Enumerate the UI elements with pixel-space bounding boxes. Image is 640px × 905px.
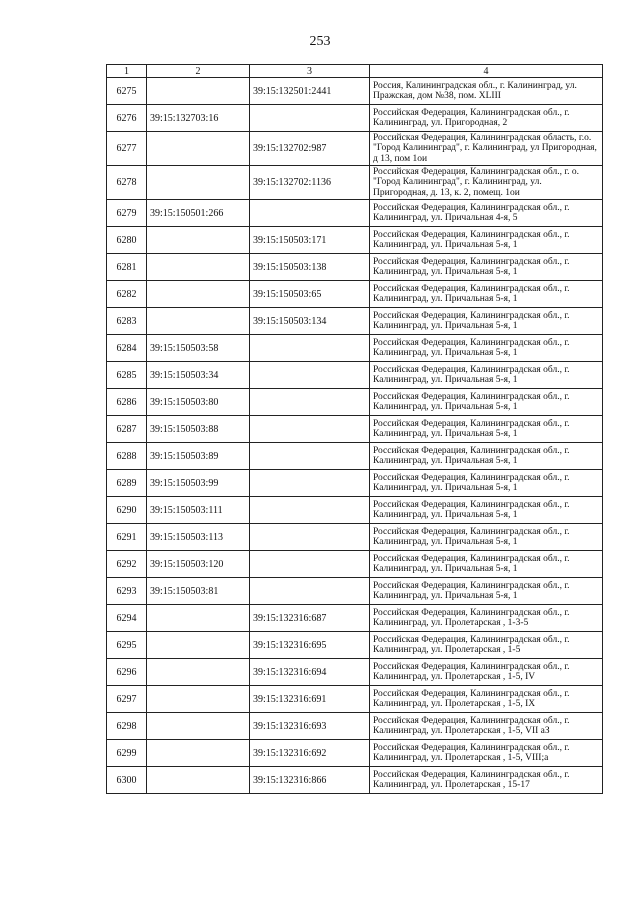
land-cadastral-number-cell: 39:15:150503:111 (147, 497, 250, 524)
address-cell: Российская Федерация, Калининградская обл., г. Калининград, ул. Пролетарская , 1-3-5 (370, 605, 603, 632)
table-header-row (107, 65, 603, 78)
building-cadastral-number-cell: 39:15:132316:693 (250, 713, 370, 740)
table-row (107, 740, 603, 767)
row-number-cell: 6282 (107, 281, 147, 308)
row-number-cell: 6293 (107, 578, 147, 605)
row-number-cell: 6296 (107, 659, 147, 686)
column-header: 2 (147, 65, 250, 78)
table-row (107, 659, 603, 686)
land-cadastral-number-cell: 39:15:132703:16 (147, 105, 250, 132)
column-header: 3 (250, 65, 370, 78)
row-number-cell: 6278 (107, 166, 147, 200)
building-cadastral-number-cell: 39:15:132316:695 (250, 632, 370, 659)
row-number-cell: 6284 (107, 335, 147, 362)
address-cell: Российская Федерация, Калининградская обл., г. Калининград, ул. Причальная 5-я, 1 (370, 470, 603, 497)
table-body (107, 78, 603, 794)
address-cell: Российская Федерация, Калининградская обл., г. Калининград, ул. Причальная 5-я, 1 (370, 389, 603, 416)
row-number-cell: 6291 (107, 524, 147, 551)
address-cell: Российская Федерация, Калининградская область, г.о. "Город Калининград", г. Калининград, ул Пригородная, д 13, пом 1ои (370, 132, 603, 166)
building-cadastral-number-cell: 39:15:150503:65 (250, 281, 370, 308)
address-cell: Российская Федерация, Калининградская обл., г. Калининград, ул. Причальная 5-я, 1 (370, 281, 603, 308)
column-header: 4 (370, 65, 603, 78)
building-cadastral-number-cell (250, 335, 370, 362)
table-row (107, 308, 603, 335)
address-cell: Российская Федерация, Калининградская обл., г. Калининград, ул. Пролетарская , 15-17 (370, 767, 603, 794)
address-cell: Российская Федерация, Калининградская обл., г. Калининград, ул. Причальная 5-я, 1 (370, 335, 603, 362)
row-number-cell: 6277 (107, 132, 147, 166)
land-cadastral-number-cell (147, 605, 250, 632)
building-cadastral-number-cell: 39:15:132316:694 (250, 659, 370, 686)
table-row (107, 227, 603, 254)
building-cadastral-number-cell: 39:15:150503:134 (250, 308, 370, 335)
building-cadastral-number-cell (250, 497, 370, 524)
land-cadastral-number-cell (147, 166, 250, 200)
building-cadastral-number-cell (250, 416, 370, 443)
table-row (107, 551, 603, 578)
building-cadastral-number-cell: 39:15:132316:692 (250, 740, 370, 767)
land-cadastral-number-cell (147, 227, 250, 254)
page-number: 253 (309, 34, 331, 49)
table-row (107, 389, 603, 416)
land-cadastral-number-cell: 39:15:150503:89 (147, 443, 250, 470)
building-cadastral-number-cell: 39:15:150503:171 (250, 227, 370, 254)
table-row (107, 254, 603, 281)
building-cadastral-number-cell (250, 105, 370, 132)
building-cadastral-number-cell: 39:15:150503:138 (250, 254, 370, 281)
building-cadastral-number-cell (250, 200, 370, 227)
building-cadastral-number-cell: 39:15:132316:687 (250, 605, 370, 632)
row-number-cell: 6283 (107, 308, 147, 335)
address-cell: Российская Федерация, Калининградская обл., г. о. "Город Калининград", г. Калининград, ул. Пригородная, д. 13, к. 2, помещ. 1ои (370, 166, 603, 200)
land-cadastral-number-cell (147, 78, 250, 105)
table-row (107, 713, 603, 740)
table-row (107, 443, 603, 470)
land-cadastral-number-cell: 39:15:150503:88 (147, 416, 250, 443)
row-number-cell: 6292 (107, 551, 147, 578)
building-cadastral-number-cell: 39:15:132316:691 (250, 686, 370, 713)
table-row (107, 524, 603, 551)
row-number-cell: 6289 (107, 470, 147, 497)
land-cadastral-number-cell (147, 740, 250, 767)
building-cadastral-number-cell: 39:15:132702:1136 (250, 166, 370, 200)
land-cadastral-number-cell: 39:15:150503:99 (147, 470, 250, 497)
address-cell: Российская Федерация, Калининградская обл., г. Калининград, ул. Причальная 5-я, 1 (370, 443, 603, 470)
address-cell: Российская Федерация, Калининградская обл., г. Калининград, ул. Причальная 5-я, 1 (370, 362, 603, 389)
table-row (107, 200, 603, 227)
address-cell: Российская Федерация, Калининградская обл., г. Калининград, ул. Причальная 5-я, 1 (370, 416, 603, 443)
building-cadastral-number-cell (250, 362, 370, 389)
registry-table (106, 64, 603, 794)
table-row (107, 362, 603, 389)
row-number-cell: 6286 (107, 389, 147, 416)
land-cadastral-number-cell: 39:15:150503:120 (147, 551, 250, 578)
land-cadastral-number-cell: 39:15:150503:81 (147, 578, 250, 605)
table-row (107, 78, 603, 105)
row-number-cell: 6288 (107, 443, 147, 470)
land-cadastral-number-cell (147, 308, 250, 335)
address-cell: Российская Федерация, Калининградская обл., г. Калининград, ул. Причальная 5-я, 1 (370, 227, 603, 254)
land-cadastral-number-cell (147, 281, 250, 308)
building-cadastral-number-cell (250, 470, 370, 497)
table-row (107, 632, 603, 659)
building-cadastral-number-cell (250, 578, 370, 605)
row-number-cell: 6281 (107, 254, 147, 281)
table-row (107, 686, 603, 713)
table-row (107, 605, 603, 632)
land-cadastral-number-cell (147, 254, 250, 281)
address-cell: Российская Федерация, Калининградская обл., г. Калининград, ул. Причальная 5-я, 1 (370, 497, 603, 524)
table-row (107, 416, 603, 443)
address-cell: Российская Федерация, Калининградская обл., г. Калининград, ул. Пригородная, 2 (370, 105, 603, 132)
row-number-cell: 6279 (107, 200, 147, 227)
land-cadastral-number-cell (147, 767, 250, 794)
row-number-cell: 6285 (107, 362, 147, 389)
address-cell: Россия, Калининградская обл., г. Калининград, ул. Пражская, дом №38, пом. XLIII (370, 78, 603, 105)
row-number-cell: 6298 (107, 713, 147, 740)
building-cadastral-number-cell (250, 389, 370, 416)
land-cadastral-number-cell (147, 713, 250, 740)
row-number-cell: 6280 (107, 227, 147, 254)
building-cadastral-number-cell: 39:15:132702:987 (250, 132, 370, 166)
building-cadastral-number-cell: 39:15:132316:866 (250, 767, 370, 794)
row-number-cell: 6294 (107, 605, 147, 632)
table-row (107, 470, 603, 497)
address-cell: Российская Федерация, Калининградская обл., г. Калининград, ул. Причальная 5-я, 1 (370, 254, 603, 281)
address-cell: Российская Федерация, Калининградская обл., г. Калининград, ул. Причальная 4-я, 5 (370, 200, 603, 227)
address-cell: Российская Федерация, Калининградская обл., г. Калининград, ул. Причальная 5-я, 1 (370, 308, 603, 335)
land-cadastral-number-cell: 39:15:150503:34 (147, 362, 250, 389)
table-row (107, 281, 603, 308)
table-row (107, 578, 603, 605)
row-number-cell: 6287 (107, 416, 147, 443)
table-row (107, 767, 603, 794)
address-cell: Российская Федерация, Калининградская обл., г. Калининград, ул. Пролетарская , 1-5, VIII;а (370, 740, 603, 767)
row-number-cell: 6275 (107, 78, 147, 105)
table-row (107, 497, 603, 524)
table-row (107, 105, 603, 132)
column-header: 1 (107, 65, 147, 78)
address-cell: Российская Федерация, Калининградская обл., г. Калининград, ул. Пролетарская , 1-5 (370, 632, 603, 659)
address-cell: Российская Федерация, Калининградская обл., г. Калининград, ул. Пролетарская , 1-5, IV (370, 659, 603, 686)
land-cadastral-number-cell: 39:15:150503:58 (147, 335, 250, 362)
address-cell: Российская Федерация, Калининградская обл., г. Калининград, ул. Пролетарская , 1-5, VII аЗ (370, 713, 603, 740)
address-cell: Российская Федерация, Калининградская обл., г. Калининград, ул. Причальная 5-я, 1 (370, 551, 603, 578)
land-cadastral-number-cell (147, 659, 250, 686)
land-cadastral-number-cell (147, 632, 250, 659)
row-number-cell: 6276 (107, 105, 147, 132)
address-cell: Российская Федерация, Калининградская обл., г. Калининград, ул. Причальная 5-я, 1 (370, 578, 603, 605)
row-number-cell: 6299 (107, 740, 147, 767)
table-row (107, 166, 603, 200)
land-cadastral-number-cell: 39:15:150503:113 (147, 524, 250, 551)
table-row (107, 132, 603, 166)
building-cadastral-number-cell (250, 443, 370, 470)
building-cadastral-number-cell (250, 524, 370, 551)
row-number-cell: 6300 (107, 767, 147, 794)
land-cadastral-number-cell (147, 132, 250, 166)
row-number-cell: 6297 (107, 686, 147, 713)
land-cadastral-number-cell: 39:15:150503:80 (147, 389, 250, 416)
table-row (107, 335, 603, 362)
building-cadastral-number-cell: 39:15:132501:2441 (250, 78, 370, 105)
land-cadastral-number-cell: 39:15:150501:266 (147, 200, 250, 227)
building-cadastral-number-cell (250, 551, 370, 578)
row-number-cell: 6290 (107, 497, 147, 524)
address-cell: Российская Федерация, Калининградская обл., г. Калининград, ул. Причальная 5-я, 1 (370, 524, 603, 551)
address-cell: Российская Федерация, Калининградская обл., г. Калининград, ул. Пролетарская , 1-5, IX (370, 686, 603, 713)
row-number-cell: 6295 (107, 632, 147, 659)
land-cadastral-number-cell (147, 686, 250, 713)
